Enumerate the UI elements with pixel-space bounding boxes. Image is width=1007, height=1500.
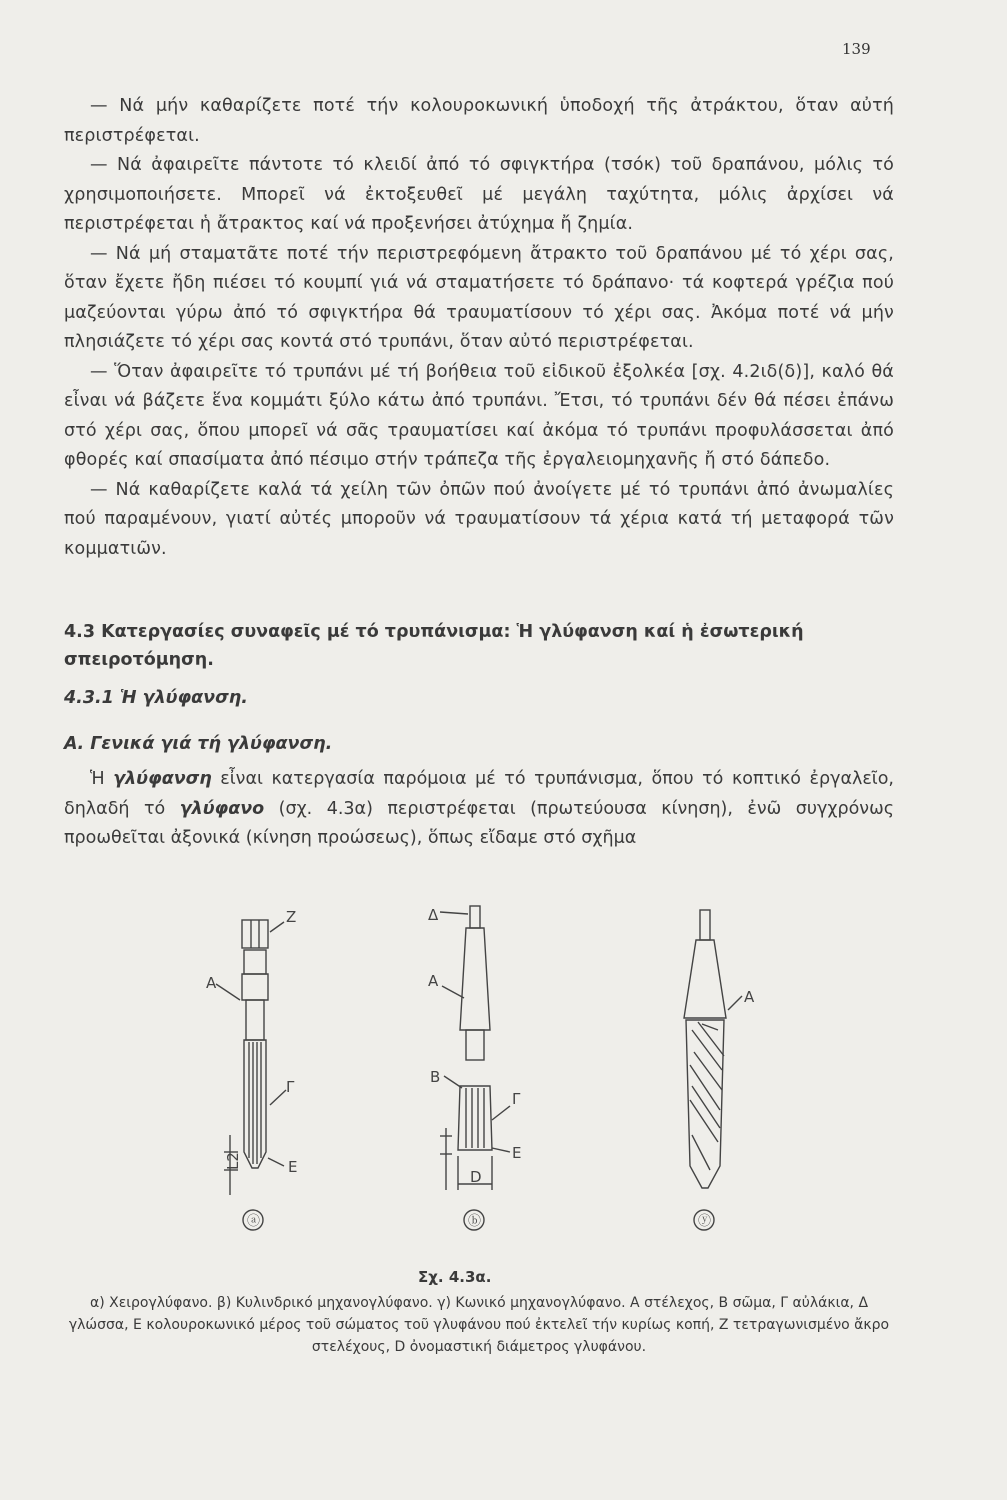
label-gamma: Γ — [286, 1078, 295, 1096]
intro-text-2: εἶναι κατεργασία παρόμοια μέ τό τρυπάνισμα, ὅπου τό κοπτικό ἐργαλεῖο, δηλαδή τό — [64, 769, 894, 819]
label-a-b: A — [428, 972, 439, 990]
label-e-b: E — [512, 1144, 522, 1162]
safety-paragraph: — Νά μή σταματᾶτε ποτέ τήν περιστρεφόμενη ἄτρακτο τοῦ δραπάνου μέ τό χέρι σας, ὅταν ἔχετε ἤδη πιέσει τό κουμπί γιά νά σταματήσετε τό δράπανο· τά κοφτερά γρέζια πού μαζεύονται γύρω ἀπό τό σφιγκτήρα θά τραυματίσουν τό χέρι σας. Ἀκόμα ποτέ νά μήν πλησιάζετε τό χέρι σας κοντά στό τρυπάνι, ὅταν αὐτό περιστρέφεται. — [64, 243, 894, 352]
sublabel-c: ⓨ — [698, 1214, 712, 1229]
figure-title: Σχ. 4.3α. — [418, 1268, 492, 1286]
label-delta: Δ — [428, 906, 439, 924]
safety-paragraph: — Νά μήν καθαρίζετε ποτέ τήν κολουροκωνική ὑποδοχή τῆς ἀτράκτου, ὅταν αὐτή περιστρέφεται. — [64, 96, 894, 146]
intro-paragraph — [64, 765, 894, 854]
safety-paragraph: — Νά ἀφαιρεῖτε πάντοτε τό κλειδί ἀπό τό σφιγκτήρα (τσόκ) τοῦ δραπάνου, μόλις τό χρησιμοποιήσετε. Μπορεῖ νά ἐκτοξευθεῖ μέ μεγάλη ταχύτητα, μόλις ἀρχίσει νά περιστρέφεται ἡ ἄτρακτος καί νά προξενήσει ἀτύχημα ἤ ζημία. — [64, 155, 894, 234]
body-text — [64, 92, 894, 564]
sublabel-b: ⓑ — [468, 1214, 482, 1229]
label-gamma-b: Γ — [512, 1090, 521, 1108]
label-e: E — [288, 1158, 298, 1176]
safety-paragraph: — Ὅταν ἀφαιρεῖτε τό τρυπάνι μέ τή βοήθεια τοῦ εἰδικοῦ ἐξολκέα [σχ. 4.2ιδ(δ)], καλό θά εἶναι νά βάζετε ἕνα κομμάτι ξύλο κάτω ἀπό τρυπάνι. Ἔτσι, τό τρυπάνι δέν θά πέσει ἐπάνω στό χέρι σας, ὅπου μπορεῖ νά σᾶς τραυματίσει καί ἀκόμα τό τρυπάνι προφυλάσσεται ἀπό φθορές καί σπασίματα ἀπό πέσιμο στήν τράπεζα τῆς ἐργαλειομηχανῆς ἤ στό δάπεδο. — [64, 361, 894, 470]
safety-paragraph: — Νά καθαρίζετε καλά τά χείλη τῶν ὀπῶν πού ἀνοίγετε μέ τό τρυπάνι ἀπό ἀνωμαλίες πού παραμένουν, γιατί αὐτές μποροῦν νά τραυματίσουν τά χέρια κατά τή μεταφορά τῶν κομματιῶν. — [64, 479, 894, 559]
section-title: 4.3 Κατεργασίες συναφεῖς μέ τό τρυπάνισμα: Ἡ γλύφανση καί ἡ ἐσωτερική σπειροτόμηση. — [64, 622, 804, 670]
label-b: B — [430, 1068, 441, 1086]
tapered-reamer-drawing — [684, 910, 742, 1230]
intro-text-1: Ἡ — [90, 769, 114, 789]
figure-caption: α) Χειρογλύφανο. β) Κυλινδρικό μηχανογλύφανο. γ) Κωνικό μηχανογλύφανο. Α στέλεχος, Β σῶμα, Γ αὐλάκια, Δ γλώσσα, Ε κολουροκωνικό μέρος τοῦ σώματος τοῦ γλυφάνου πού ἐκτελεῖ τήν κυρίως κοπή, Ζ τετραγωνισμένο ἄκρο στελέχους, D ὀνομαστική διάμετρος γλυφάνου. — [68, 1295, 890, 1355]
page-number: 139 — [842, 40, 871, 58]
label-a: A — [206, 974, 217, 992]
subsection-title: 4.3.1 Ἡ γλύφανση. — [64, 688, 248, 708]
term-reaming: γλύφανση — [113, 769, 212, 789]
label-d: D — [470, 1168, 482, 1186]
label-a-c: A — [744, 988, 755, 1006]
sublabel-a: ⓐ — [247, 1214, 261, 1229]
label-z: Z — [286, 908, 297, 926]
hand-reamer-drawing — [216, 920, 286, 1230]
term-reamer: γλύφανο — [179, 798, 265, 819]
intro-text-3: (σχ. 4.3α) περιστρέφεται (πρωτεύουσα κίνηση), ἐνῶ συγχρόνως προωθεῖται ἀξονικά (κίνηση προώσεως), ὅπως εἴδαμε στό σχῆμα — [64, 798, 894, 848]
subsubsection-title: Α. Γενικά γιά τή γλύφανση. — [64, 734, 333, 754]
reamer-figure — [150, 890, 830, 1250]
label-l2: L2 — [224, 1152, 242, 1170]
